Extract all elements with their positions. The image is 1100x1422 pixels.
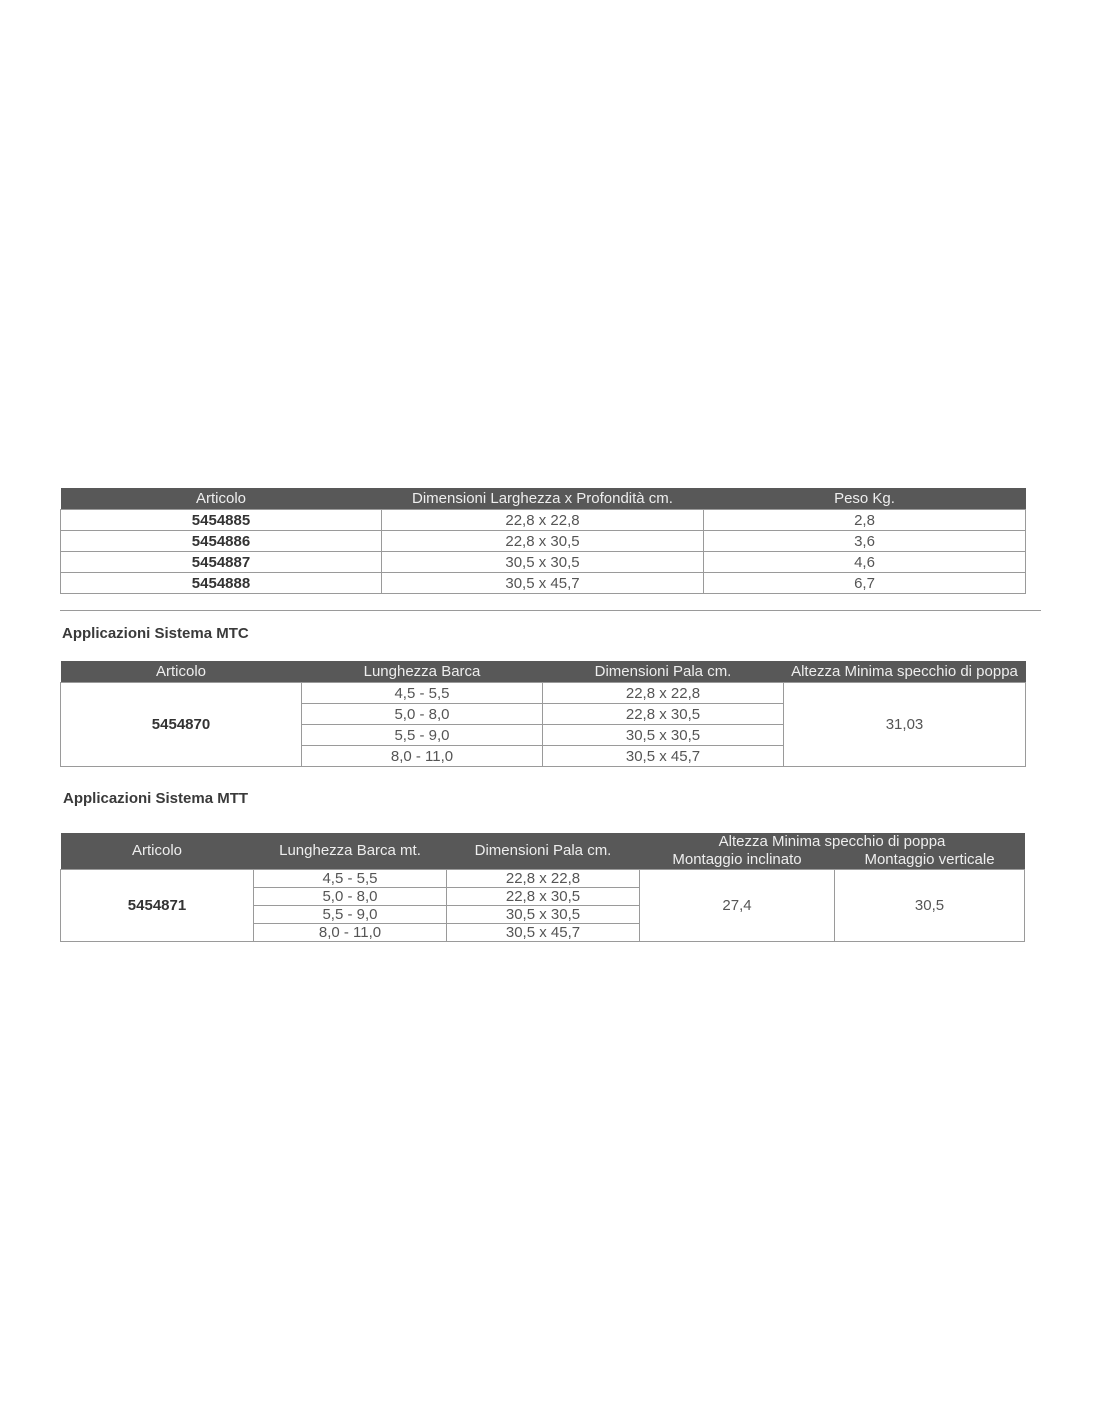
cell-lunghezza: 4,5 - 5,5 [254,870,447,888]
header-articolo: Articolo [61,488,382,510]
table-row [61,552,1026,573]
table-row [61,870,1025,888]
cell-dimensioni-pala: 30,5 x 30,5 [543,725,784,746]
cell-lunghezza: 8,0 - 11,0 [302,746,543,767]
header-articolo: Articolo [61,833,254,870]
cell-dimensioni-pala: 22,8 x 30,5 [447,888,640,906]
mtt-table [60,833,1025,942]
dimensions-table [60,488,1026,594]
cell-lunghezza: 8,0 - 11,0 [254,924,447,942]
cell-verticale: 30,5 [835,870,1025,942]
header-dimensioni-pala: Dimensioni Pala cm. [543,661,784,683]
cell-peso: 4,6 [704,552,1026,573]
header-peso: Peso Kg. [704,488,1026,510]
table-row [61,531,1026,552]
header-montaggio-inclinato: Montaggio inclinato [640,851,835,870]
cell-dimensioni-pala: 30,5 x 30,5 [447,906,640,924]
mtt-heading: Applicazioni Sistema MTT [63,790,249,807]
cell-altezza: 31,03 [784,683,1026,767]
table-row [61,683,1026,704]
cell-peso: 6,7 [704,573,1026,594]
cell-inclinato: 27,4 [640,870,835,942]
header-dimensioni: Dimensioni Larghezza x Profondità cm. [382,488,704,510]
cell-articolo: 5454888 [61,573,382,594]
cell-dimensioni: 22,8 x 22,8 [382,510,704,531]
table-header-row [61,833,1025,851]
cell-dimensioni: 22,8 x 30,5 [382,531,704,552]
header-lunghezza: Lunghezza Barca [302,661,543,683]
cell-dimensioni-pala: 22,8 x 22,8 [543,683,784,704]
section-divider [60,610,1041,611]
table-header-row [61,488,1026,510]
cell-dimensioni-pala: 22,8 x 22,8 [447,870,640,888]
header-articolo: Articolo [61,661,302,683]
table-header-row [61,661,1026,683]
header-altezza: Altezza Minima specchio di poppa [784,661,1026,683]
cell-lunghezza: 5,0 - 8,0 [254,888,447,906]
cell-lunghezza: 5,5 - 9,0 [302,725,543,746]
table-row [61,510,1026,531]
cell-lunghezza: 4,5 - 5,5 [302,683,543,704]
cell-peso: 2,8 [704,510,1026,531]
cell-dimensioni-pala: 30,5 x 45,7 [543,746,784,767]
cell-peso: 3,6 [704,531,1026,552]
header-dimensioni-pala: Dimensioni Pala cm. [447,833,640,870]
cell-lunghezza: 5,5 - 9,0 [254,906,447,924]
mtc-table [60,661,1026,767]
header-lunghezza: Lunghezza Barca mt. [254,833,447,870]
cell-articolo: 5454885 [61,510,382,531]
cell-articolo: 5454871 [61,870,254,942]
cell-dimensioni-pala: 22,8 x 30,5 [543,704,784,725]
header-altezza: Altezza Minima specchio di poppa [640,833,1025,851]
cell-articolo: 5454886 [61,531,382,552]
cell-dimensioni: 30,5 x 30,5 [382,552,704,573]
cell-articolo: 5454887 [61,552,382,573]
cell-dimensioni-pala: 30,5 x 45,7 [447,924,640,942]
cell-dimensioni: 30,5 x 45,7 [382,573,704,594]
cell-articolo: 5454870 [61,683,302,767]
mtc-heading: Applicazioni Sistema MTC [62,625,249,642]
header-montaggio-verticale: Montaggio verticale [835,851,1025,870]
cell-lunghezza: 5,0 - 8,0 [302,704,543,725]
table-row [61,573,1026,594]
